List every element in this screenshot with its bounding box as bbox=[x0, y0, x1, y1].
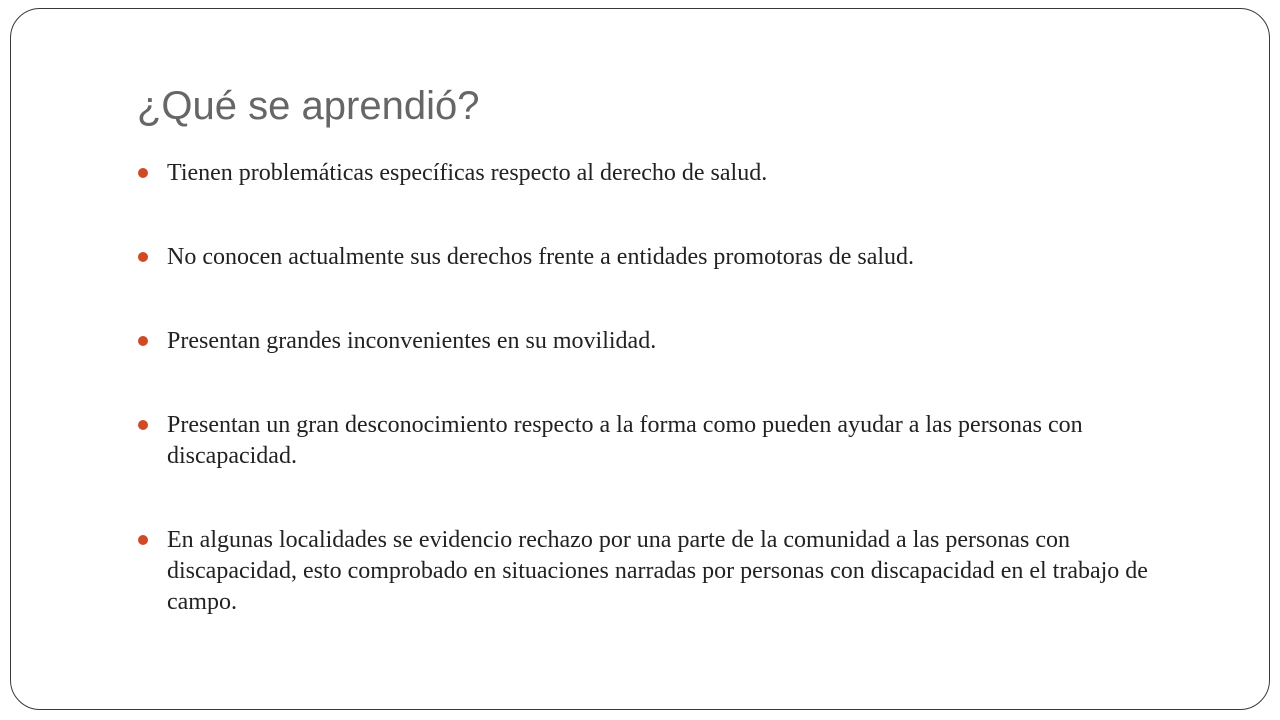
bullet-dot-icon bbox=[138, 168, 148, 178]
bullet-text: Presentan grandes inconvenientes en su movilidad. bbox=[167, 328, 657, 354]
bullet-text: En algunas localidades se evidencio rechazo por una parte de la comunidad a las personas con discapacidad, esto comprobado en situaciones narradas por personas con discapacidad en el trabajo de campo. bbox=[167, 527, 1148, 615]
bullet-text: Tienen problemáticas específicas respecto al derecho de salud. bbox=[167, 160, 768, 186]
bullet-dot-icon bbox=[138, 535, 148, 545]
bullet-list bbox=[135, 158, 1205, 618]
bullet-item bbox=[135, 410, 1205, 472]
bullet-dot-icon bbox=[138, 252, 148, 262]
bullet-text: Presentan un gran desconocimiento respecto a la forma como pueden ayudar a las personas con discapacidad. bbox=[167, 412, 1083, 469]
bullet-item bbox=[135, 326, 1205, 357]
bullet-item bbox=[135, 158, 1205, 189]
bullet-item bbox=[135, 242, 1205, 273]
bullet-dot-icon bbox=[138, 420, 148, 430]
bullet-item bbox=[135, 525, 1205, 618]
bullet-text: No conocen actualmente sus derechos frente a entidades promotoras de salud. bbox=[167, 244, 915, 270]
slide-title: ¿Qué se aprendió? bbox=[137, 84, 480, 128]
bullet-dot-icon bbox=[138, 336, 148, 346]
